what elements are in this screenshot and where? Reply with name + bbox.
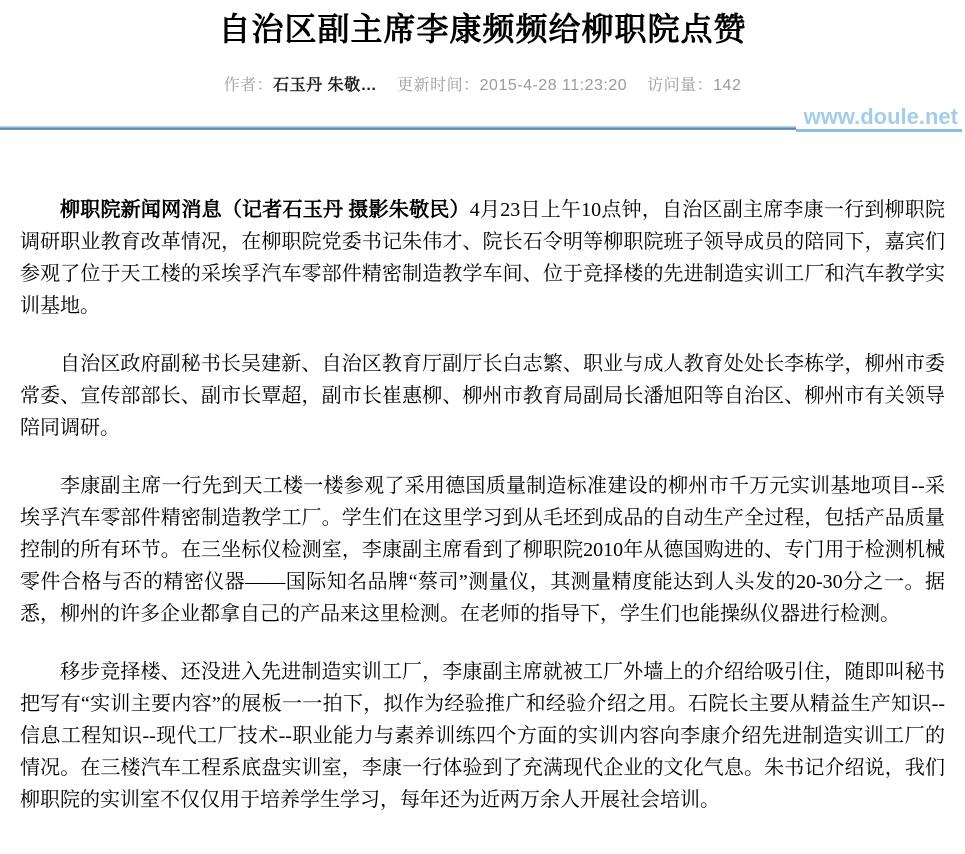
paragraph-1 [20, 194, 945, 322]
paragraph-1-lead: 柳职院新闻网消息（记者石玉丹 摄影朱敬民） [60, 199, 470, 221]
updated-label: 更新时间： [397, 77, 480, 94]
views-value: 142 [713, 77, 742, 94]
author-label: 作者： [223, 77, 274, 94]
watermark-link[interactable]: www.doule.net [796, 106, 962, 132]
article-meta [0, 76, 965, 96]
updated-value: 2015-4-28 11:23:20 [479, 77, 628, 94]
article-body [20, 194, 945, 816]
page-title: 自治区副主席李康频频给柳职院点赞 [218, 11, 747, 47]
paragraph-3: 李康副主席一行先到天工楼一楼参观了采用德国质量制造标准建设的柳州市千万元实训基地项目--采埃孚汽车零部件精密制造教学工厂。学生们在这里学习到从毛坯到成品的自动生产全过程，包括产品质量控制的所有环节。在三坐标仪检测室，李康副主席看到了柳职院2010年从德国购进的、专门用于检测机械零件合格与否的精密仪器——国际知名品牌“蔡司”测量仪，其测量精度能达到人头发的20-30分之一。据悉，柳州的许多企业都拿自己的产品来这里检测。在老师的指导下，学生们也能操纵仪器进行检测。 [20, 475, 945, 625]
views-label: 访问量： [647, 77, 714, 94]
paragraph-2: 自治区政府副秘书长吴建新、自治区教育厅副厅长白志繁、职业与成人教育处处长李栋学，柳州市委常委、宣传部部长、副市长覃超，副市长崔惠柳、柳州市教育局副局长潘旭阳等自治区、柳州市有关领导陪同调研。 [20, 353, 945, 439]
paragraph-1-text: 4月23日上午10点钟，自治区副主席李康一行到柳职院调研职业教育改革情况，在柳职院党委书记朱伟才、院长石令明等柳职院班子领导成员的陪同下，嘉宾们参观了位于天工楼的采埃孚汽车零部件精密制造教学车间、位于竞择楼的先进制造实训工厂和汽车教学实训基地。 [20, 199, 946, 317]
divider-line [0, 126, 796, 130]
article-page [0, 10, 965, 816]
author-names: 石玉丹 朱敬… [273, 77, 378, 94]
paragraph-4: 移步竞择楼、还没进入先进制造实训工厂，李康副主席就被工厂外墙上的介绍给吸引住，随即叫秘书把写有“实训主要内容”的展板一一拍下，拟作为经验推广和经验介绍之用。石院长主要从精益生产知识--信息工程知识--现代工厂技术--职业能力与素养训练四个方面的实训内容向李康介绍先进制造实训工厂的情况。在三楼汽车工程系底盘实训室，李康一行体验到了充满现代企业的文化气息。朱书记介绍说，我们柳职院的实训室不仅仅用于培养学生学习，每年还为近两万余人开展社会培训。 [20, 661, 945, 811]
header-divider-row [0, 106, 965, 132]
